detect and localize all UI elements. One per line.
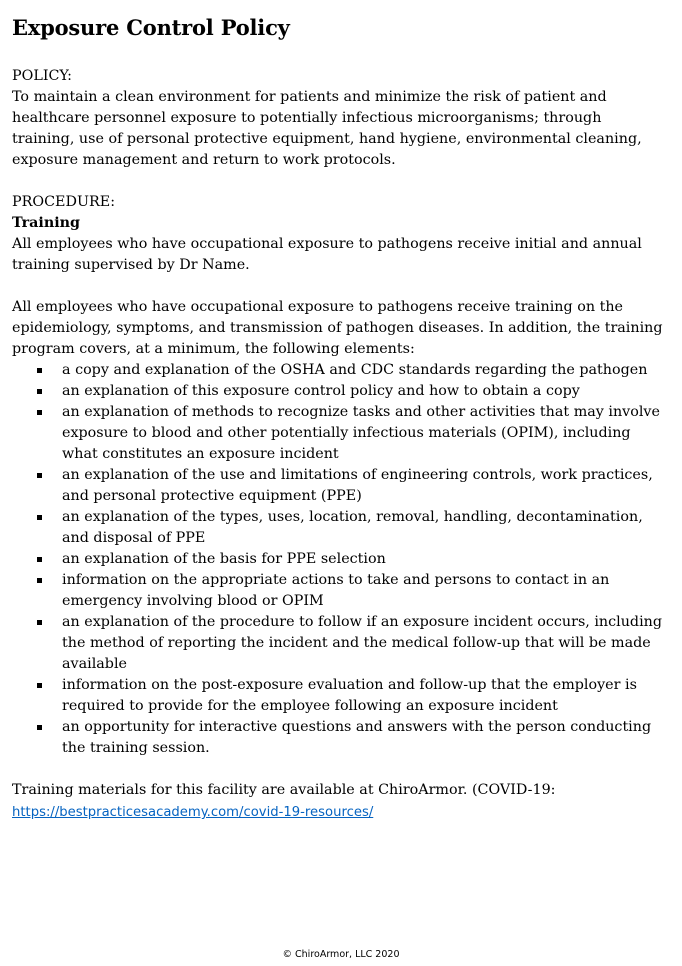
procedure-heading: PROCEDURE: <box>12 194 116 210</box>
list-item <box>12 675 664 717</box>
training-paragraph-2: All employees who have occupational exposure to pathogens receive training on the epidemiology, symptoms, and transmission of pathogen diseases. In addition, the training program covers, at a minimum, the following elements: <box>12 299 663 357</box>
bullet-icon <box>37 557 42 562</box>
list-item <box>12 612 664 675</box>
list-item <box>12 360 664 381</box>
copyright-footer: © ChiroArmor, LLC 2020 <box>282 949 400 960</box>
list-item-text: information on the post-exposure evaluation and follow-up that the employer is required to provide for the employee following an exposure incident <box>62 677 637 714</box>
page-title: Exposure Control Policy <box>12 15 290 40</box>
list-item-text: an explanation of the use and limitations of engineering controls, work practices, and personal protective equipment (PPE) <box>62 467 653 504</box>
list-item <box>12 717 664 759</box>
spacer <box>12 759 664 780</box>
bullet-icon <box>37 473 42 478</box>
list-item <box>12 549 664 570</box>
bullet-icon <box>37 725 42 730</box>
bullet-icon <box>37 389 42 394</box>
list-item <box>12 570 664 612</box>
bullet-icon <box>37 515 42 520</box>
covid-resources-link[interactable]: https://bestpracticesacademy.com/covid-19-resources/ <box>12 805 374 820</box>
spacer <box>12 171 664 192</box>
list-item-text: an explanation of this exposure control policy and how to obtain a copy <box>62 383 580 399</box>
list-item-text: information on the appropriate actions to take and persons to contact in an emergency involving blood or OPIM <box>62 572 610 609</box>
training-elements-list <box>12 360 664 759</box>
spacer <box>12 276 664 297</box>
list-item-text: a copy and explanation of the OSHA and CDC standards regarding the pathogen <box>62 362 648 378</box>
list-item <box>12 507 664 549</box>
list-item <box>12 402 664 465</box>
bullet-icon <box>37 683 42 688</box>
list-item-text: an opportunity for interactive questions and answers with the person conducting the training session. <box>62 719 652 756</box>
policy-heading: POLICY: <box>12 68 72 84</box>
list-item <box>12 465 664 507</box>
training-heading: Training <box>12 215 81 231</box>
list-item-text: an explanation of the basis for PPE selection <box>62 551 386 567</box>
bullet-icon <box>37 620 42 625</box>
training-paragraph-1: All employees who have occupational exposure to pathogens receive initial and annual training supervised by Dr Name. <box>12 236 642 273</box>
list-item <box>12 381 664 402</box>
bullet-icon <box>37 578 42 583</box>
policy-text: To maintain a clean environment for patients and minimize the risk of patient and healthcare personnel exposure to potentially infectious microorganisms; through training, use of personal protective equipment, hand hygiene, environmental cleaning, exposure management and return to work protocols. <box>12 89 642 168</box>
bullet-icon <box>37 410 42 415</box>
list-item-text: an explanation of the types, uses, location, removal, handling, decontamination, and disposal of PPE <box>62 509 643 546</box>
bullet-icon <box>37 368 42 373</box>
list-item-text: an explanation of the procedure to follow if an exposure incident occurs, including the method of reporting the incident and the medical follow-up that will be made available <box>62 614 663 672</box>
list-item-text: an explanation of methods to recognize tasks and other activities that may involve exposure to blood and other potentially infectious materials (OPIM), including what constitutes an exposure incident <box>62 404 660 462</box>
document-page <box>12 14 664 823</box>
training-materials-text: Training materials for this facility are available at ChiroArmor. (COVID-19: <box>12 782 556 798</box>
